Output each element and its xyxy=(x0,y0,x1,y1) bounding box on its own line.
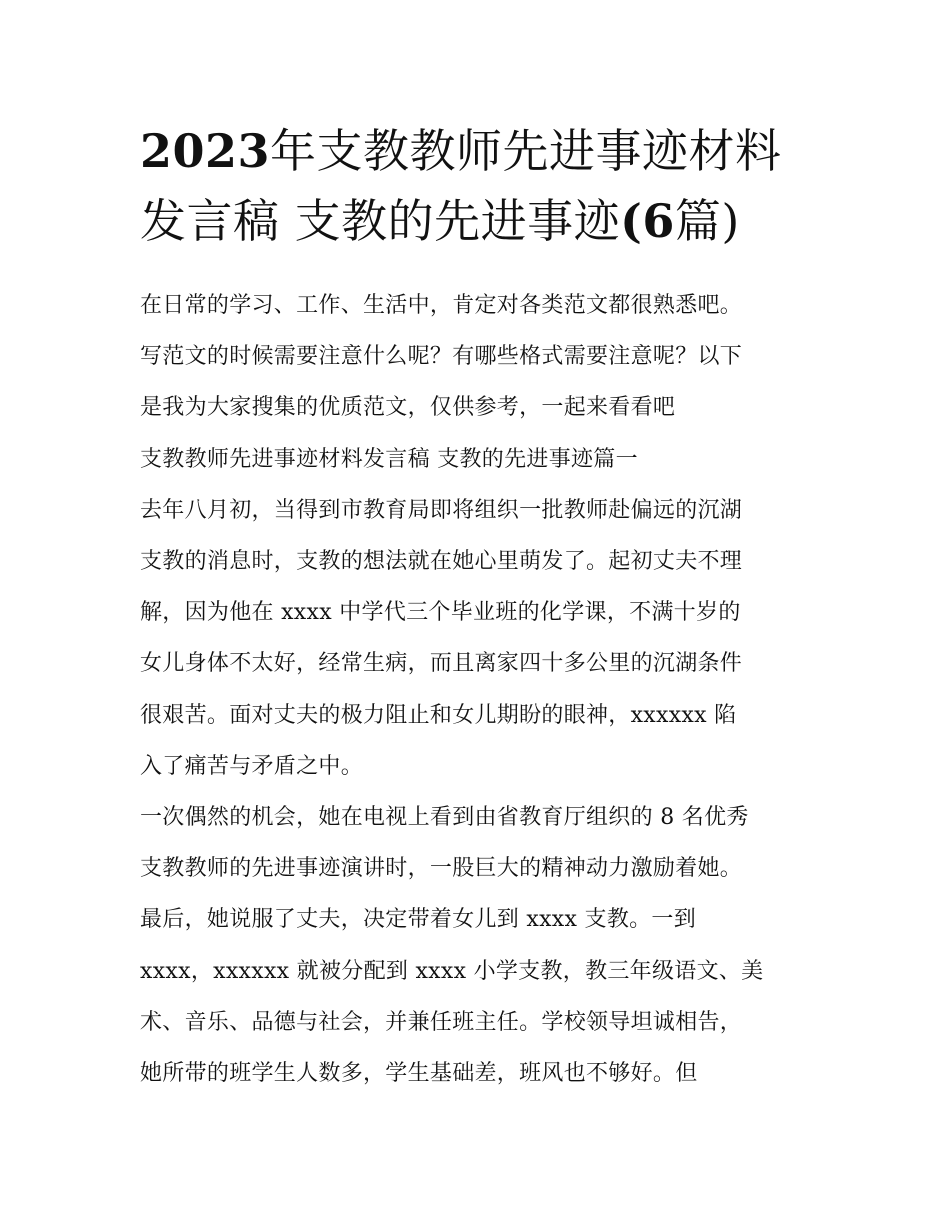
body-line: 支教的消息时，支教的想法就在她心里萌发了。起初丈夫不理 xyxy=(140,549,743,575)
body-line: 入了痛苦与矛盾之中。 xyxy=(140,753,364,779)
title-line-2 xyxy=(140,186,820,256)
body-line: 女儿身体不太好，经常生病，而且离家四十多公里的沉湖条件 xyxy=(140,651,743,677)
title-count: (6 xyxy=(620,194,675,248)
document-body xyxy=(140,280,820,1099)
body-line: 一次偶然的机会，她在电视上看到由省教育厅组织的 8 名优秀 xyxy=(140,805,749,831)
section-heading: 支教教师先进事迹材料发言稿 支教的先进事迹篇一 xyxy=(140,446,638,472)
body-line: 去年八月初，当得到市教育局即将组织一批教师赴偏远的沉湖 xyxy=(140,497,743,523)
document-title xyxy=(140,116,820,256)
body-line: 她所带的班学生人数多，学生基础差，班风也不够好。但 xyxy=(140,1061,698,1087)
body-line: 支教教师的先进事迹演讲时，一股巨大的精神动力激励着她。 xyxy=(140,856,743,882)
body-line: 写范文的时候需要注意什么呢？有哪些格式需要注意呢？以下 xyxy=(140,344,743,370)
title-text-1: 年支教教师先进事迹材料 xyxy=(270,124,782,178)
title-tail: 篇) xyxy=(674,194,740,248)
title-line-1 xyxy=(140,116,820,186)
title-year: 2023 xyxy=(140,124,271,178)
body-line: 最后，她说服了丈夫，决定带着女儿到 xxxx 支教。一到 xyxy=(140,907,697,933)
body-line: 解，因为他在 xxxx 中学代三个毕业班的化学课，不满十岁的 xyxy=(140,600,741,626)
title-text-2: 发言稿 支教的先进事迹 xyxy=(140,194,621,248)
body-line: xxxx，xxxxxx 就被分配到 xxxx 小学支教，教三年级语文、美 xyxy=(140,958,764,984)
body-line: 很艰苦。面对丈夫的极力阻止和女儿期盼的眼神，xxxxxx 陷 xyxy=(140,702,737,728)
body-line: 是我为大家搜集的优质范文，仅供参考，一起来看看吧 xyxy=(140,395,676,421)
document-page xyxy=(140,116,820,1099)
body-line: 在日常的学习、工作、生活中，肯定对各类范文都很熟悉吧。 xyxy=(140,293,743,318)
body-line: 术、音乐、品德与社会，并兼任班主任。学校领导坦诚相告， xyxy=(140,1009,743,1035)
